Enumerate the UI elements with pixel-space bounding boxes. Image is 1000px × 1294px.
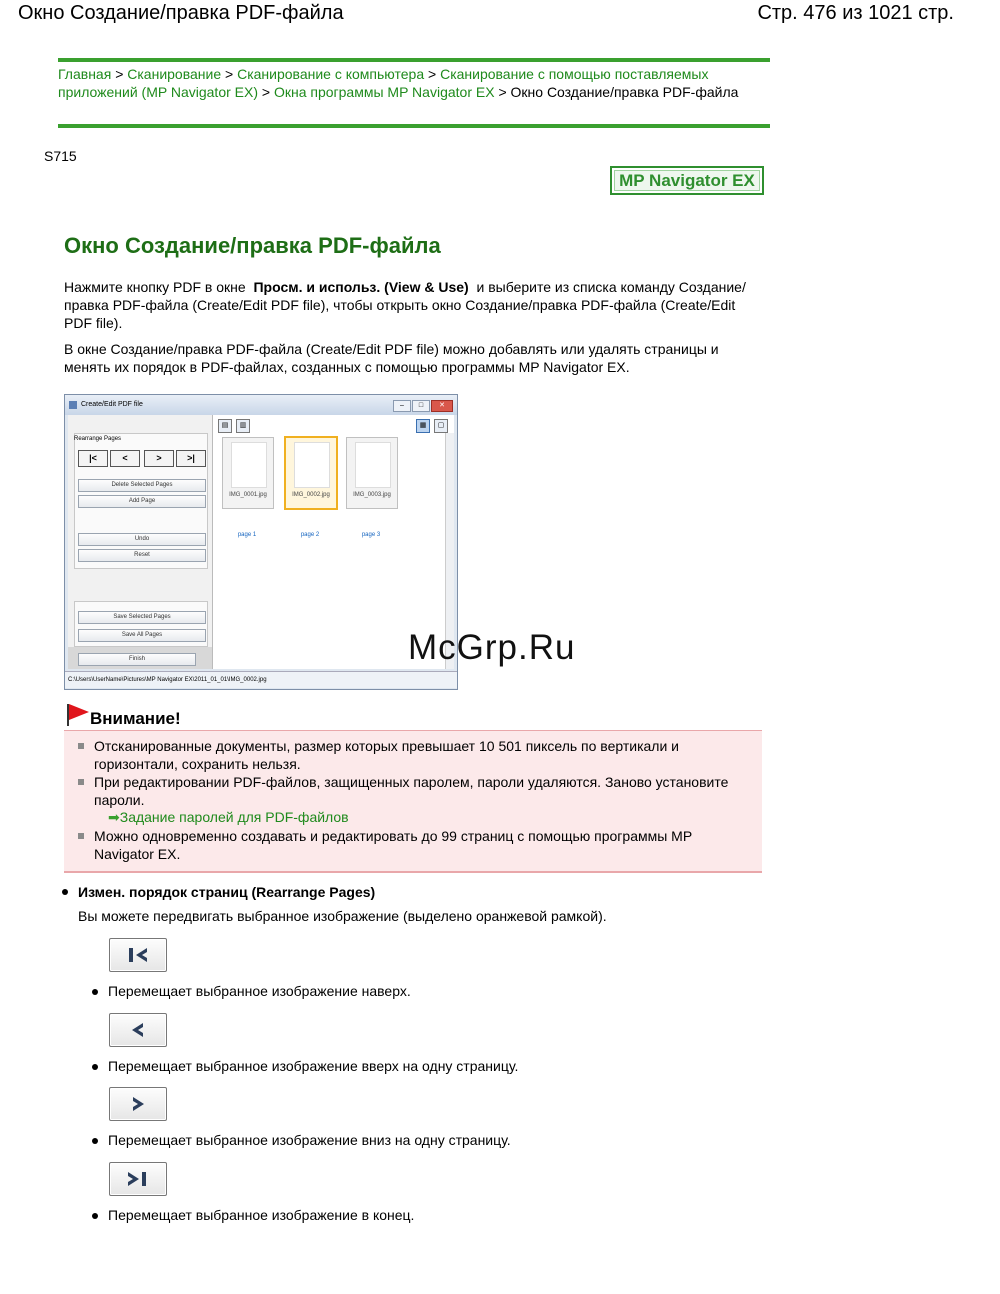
bullet-dot-icon [92, 989, 98, 995]
move-down-description: Перемещает выбранное изображение вниз на одну страницу. [108, 1132, 511, 1148]
document-code: S715 [44, 148, 77, 164]
window-body [68, 415, 454, 669]
ss-move-end-button: >| [176, 450, 206, 467]
warning-item: Можно одновременно создавать и редактировать до 99 страниц с помощью программы MP Navigator EX. [94, 828, 692, 862]
breadcrumb-link-scan-from-computer[interactable]: Сканирование с компьютера [237, 66, 425, 82]
bullet-square-icon [78, 779, 84, 785]
document-header-title: Окно Создание/правка PDF-файла [18, 2, 344, 24]
move-to-top-icon [110, 939, 166, 971]
left-panel [68, 415, 213, 669]
ss-finish-button: Finish [78, 653, 196, 666]
ss-add-page-button: Add Page [78, 495, 206, 508]
move-to-end-description: Перемещает выбранное изображение в конец. [108, 1207, 415, 1223]
ss-move-top-button: |< [78, 450, 108, 467]
move-up-icon [110, 1014, 166, 1046]
minimize-icon: – [393, 400, 411, 412]
move-to-top-description: Перемещает выбранное изображение наверх. [108, 983, 411, 999]
maximize-icon: □ [412, 400, 430, 412]
breadcrumb-separator: > [115, 66, 124, 82]
doc-preview-icon [355, 442, 391, 488]
breadcrumb-link-home[interactable]: Главная [58, 66, 112, 82]
thumb-filename: IMG_0002.jpg [292, 492, 330, 498]
ss-move-up-button: < [110, 450, 140, 467]
breadcrumb-separator: > [261, 84, 271, 100]
ss-delete-selected-button: Delete Selected Pages [78, 479, 206, 492]
ss-thumbnail [346, 437, 398, 509]
close-icon: ✕ [431, 400, 453, 412]
warning-item: При редактировании PDF-файлов, защищенных паролем, пароли удаляются. Заново установите пароли. [94, 774, 729, 808]
move-down-button [109, 1087, 167, 1121]
breadcrumb-separator: > [428, 66, 437, 82]
ss-move-down-button: > [144, 450, 174, 467]
breadcrumb-top-rule [58, 58, 770, 62]
warning-item: Отсканированные документы, размер которых превышает 10 501 пиксель по вертикали и горизонтали, сохранить нельзя. [94, 738, 680, 772]
ss-save-all-button: Save All Pages [78, 629, 206, 642]
thumb-page-label: page 3 [361, 532, 381, 538]
product-badge: MP Navigator EX [610, 166, 764, 195]
intro-paragraph-1 [64, 278, 754, 332]
section-text: Вы можете передвигать выбранное изображение (выделено оранжевой рамкой). [78, 908, 607, 924]
breadcrumb-link-bundled-apps[interactable]: Сканирование с помощью поставляемых приложений (MP Navigator EX) [58, 66, 709, 100]
move-to-end-button [109, 1162, 167, 1196]
warning-title: Внимание! [90, 709, 181, 728]
intro-text-cont: и выберите из списка команду Создание/правка PDF-файла (Create/Edit PDF file), чтобы открыть окно Создание/правка PDF-файла (Create/Edit PDF file). [64, 279, 746, 331]
warning-flag-icon [66, 702, 90, 726]
ss-undo-button: Undo [78, 533, 206, 546]
bullet-dot-icon [92, 1213, 98, 1219]
intro-paragraph-2: В окне Создание/правка PDF-файла (Create/Edit PDF file) можно добавлять или удалять страницы и менять их порядок в PDF-файлах, созданных с помощью программы MP Navigator EX. [64, 341, 719, 375]
warning-box [64, 730, 762, 873]
create-edit-pdf-window-screenshot [64, 394, 458, 690]
intro-bold-term: Просм. и использ. (View & Use) [253, 279, 469, 295]
password-link-text[interactable]: Задание паролей для PDF-файлов [119, 809, 349, 825]
thumbnail-view-icon: ▦ [416, 419, 430, 433]
thumb-page-label: page 2 [300, 532, 320, 538]
bullet-dot-icon [62, 889, 68, 895]
ss-thumbnail [222, 437, 274, 509]
page-title: Окно Создание/правка PDF-файла [64, 233, 441, 258]
bullet-dot-icon [92, 1138, 98, 1144]
save-toolbar-icon: ▥ [236, 419, 250, 433]
status-path: C:\Users\UserName\Pictures\MP Navigator EX\2011_01_01\IMG_0002.jpg [68, 677, 267, 683]
breadcrumb-link-scanning[interactable]: Сканирование [127, 66, 222, 82]
thumb-page-label: page 1 [237, 532, 257, 538]
bullet-square-icon [78, 833, 84, 839]
ss-thumbnail-selected [284, 436, 338, 510]
section-title: Измен. порядок страниц (Rearrange Pages) [78, 884, 376, 900]
move-up-description: Перемещает выбранное изображение вверх на одну страницу. [108, 1058, 519, 1074]
move-down-icon [110, 1088, 166, 1120]
ss-status-bar [65, 671, 457, 688]
breadcrumb-link-mp-navigator-windows[interactable]: Окна программы MP Navigator EX [273, 84, 495, 100]
thumb-filename: IMG_0003.jpg [353, 492, 391, 498]
password-link[interactable] [108, 809, 349, 826]
rearrange-label: Rearrange Pages [74, 436, 122, 442]
page-counter: Стр. 476 из 1021 стр. [757, 2, 954, 24]
doc-preview-icon [294, 442, 330, 488]
move-up-button [109, 1013, 167, 1047]
intro-text: Нажмите кнопку PDF в окне [64, 279, 246, 295]
bullet-dot-icon [92, 1064, 98, 1070]
arrow-right-icon: ➡ [108, 809, 120, 825]
breadcrumb [58, 65, 770, 101]
doc-preview-icon [231, 442, 267, 488]
page-view-icon: ▢ [434, 419, 448, 433]
watermark: McGrp.Ru [408, 628, 576, 667]
window-title: Create/Edit PDF file [81, 401, 143, 408]
breadcrumb-current: Окно Создание/правка PDF-файла [510, 84, 739, 100]
move-to-top-button [109, 938, 167, 972]
breadcrumb-separator: > [225, 66, 234, 82]
ss-save-selected-button: Save Selected Pages [78, 611, 206, 624]
ss-reset-button: Reset [78, 549, 206, 562]
window-titlebar [65, 395, 457, 415]
thumb-filename: IMG_0001.jpg [229, 492, 267, 498]
breadcrumb-separator: > [498, 84, 507, 100]
bullet-square-icon [78, 743, 84, 749]
move-to-end-icon [110, 1163, 166, 1195]
add-page-toolbar-icon: ▤ [218, 419, 232, 433]
app-icon [69, 401, 77, 409]
breadcrumb-bottom-rule [58, 124, 770, 128]
